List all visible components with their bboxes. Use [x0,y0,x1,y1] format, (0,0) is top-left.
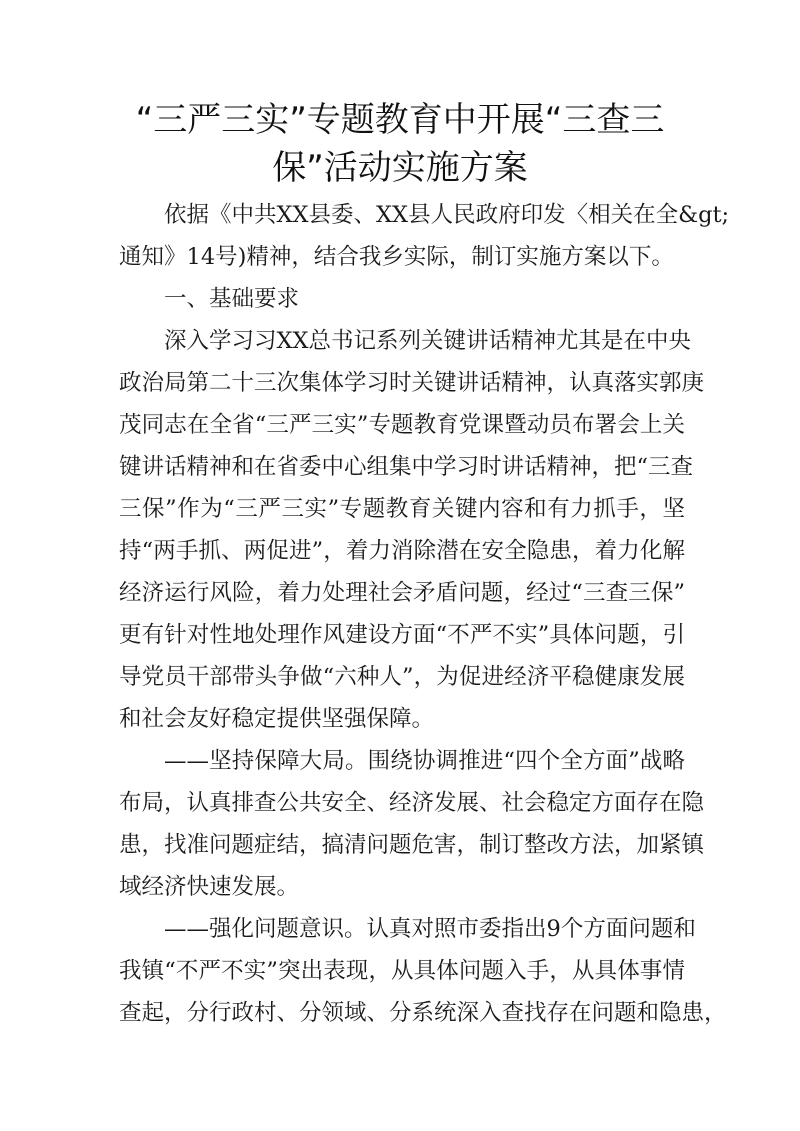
paragraph-line: ——坚持保障大局。围绕协调推进“四个全方面”战略 [164,748,685,774]
paragraph-line: 经济运行风险，着力处理社会矛盾问题，经过“三查三保” [119,580,685,606]
paragraph-line: 域经济快速发展。 [119,874,300,900]
paragraph-line: 三保”作为“三严三实”专题教育关键内容和有力抓手，坚 [119,496,685,522]
paragraph-line: 持“两手抓、两促进”，着力消除潜在安全隐患，着力化解 [119,538,685,564]
paragraph-line: 政治局第二十三次集体学习时关键讲话精神，认真落实郭庚 [119,370,705,396]
paragraph-line: 布局，认真排查公共安全、经济发展、社会稳定方面存在隐 [119,790,705,816]
document-title-line-2: 保”活动实施方案 [272,148,528,188]
section-heading: 一、基础要求 [164,286,300,312]
paragraph-line: 和社会友好稳定提供坚强保障。 [119,706,435,732]
paragraph-line: 通知》14号)精神，结合我乡实际，制订实施方案以下。 [119,244,674,270]
paragraph-line: 更有针对性地处理作风建设方面“不严不实”具体问题，引 [119,622,685,648]
paragraph-line: 我镇“不严不实”突出表现，从具体问题入手，从具体事情 [119,958,685,984]
paragraph-line: 患，找准问题症结，搞清问题危害，制订整改方法，加紧镇 [119,832,705,858]
document-title-line-1: “三严三实”专题教育中开展“三查三 [135,100,665,140]
paragraph-line: 键讲话精神和在省委中心组集中学习时讲话精神，把“三查 [119,454,694,480]
paragraph-line: 查起，分行政村、分领域、分系统深入查找存在问题和隐患， [119,1000,727,1026]
paragraph-line: 茂同志在全省“三严三实”专题教育党课暨动员布署会上关 [119,412,685,438]
paragraph-line: 深入学习习XX总书记系列关键讲话精神尤其是在中央 [164,328,692,354]
paragraph-line: ——强化问题意识。认真对照市委指出9个方面问题和 [164,916,696,942]
paragraph-line: 导党员干部带头争做“六种人”，为促进经济平稳健康发展 [119,664,685,690]
paragraph-line: 依据《中共XX县委、XX县人民政府印发〈相关在全&gt; [164,202,730,228]
